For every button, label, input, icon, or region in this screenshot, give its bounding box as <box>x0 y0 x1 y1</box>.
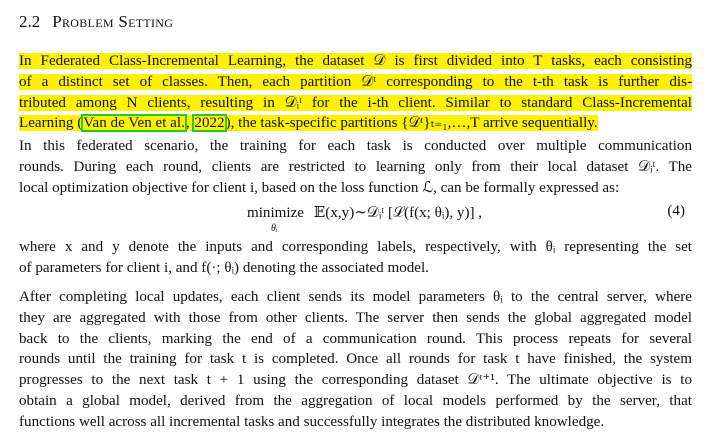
text-fragment: ), the task-specific partitions {𝒟ᵗ}ₜ₌₁,…,T arrive sequentially. <box>225 115 598 132</box>
paragraph-line: rounds. During each round, clients are restricted to learning only from their local dataset 𝒟ᵢᵗ. The <box>19 158 692 175</box>
paragraph-line: After completing local updates, each client sends its model parameters θᵢ to the central server, where <box>19 289 692 305</box>
citation-link-year[interactable]: 2022 <box>194 115 225 132</box>
paragraph-notation <box>19 237 692 279</box>
equation-operator: minimize <box>247 205 305 221</box>
highlight-span: In Federated Class-Incremental Learning, the dataset 𝒟 is first divided into T tasks, each consisting <box>19 53 692 69</box>
section-title: Problem Setting <box>52 12 174 31</box>
section-number: 2.2 <box>19 12 41 31</box>
highlight-span: tributed among N clients, resulting in 𝒟ᵢᵗ for the i-th client. Similar to standard Class-Incremental <box>19 94 692 111</box>
paragraph-line <box>19 93 692 114</box>
text-fragment: Learning ( <box>19 115 83 132</box>
paragraph-line: obtain a global model, derived from the aggregation of local models performed by the server, that <box>19 392 692 409</box>
highlight-span: of a distinct set of classes. Then, each partition 𝒟ᵗ corresponding to the t-th task is further dis- <box>19 73 692 90</box>
paragraph-line <box>19 51 692 72</box>
paragraph-line: rounds until the training for task t is completed. Once all rounds for task t have finished, the system <box>19 351 692 368</box>
equation-4 <box>19 199 692 235</box>
paragraph-line <box>19 113 692 134</box>
equation-expression: 𝔼(x,y)∼𝒟ᵢᵗ [ℒ(f(x; θᵢ), y)] , <box>313 205 483 221</box>
paragraph-line: local optimization objective for client i, based on the loss function ℒ, can be formally expressed as: <box>19 179 620 196</box>
paragraph-aggregation <box>19 287 692 433</box>
paragraph-line: of parameters for client i, and f(·; θᵢ) denoting the associated model. <box>19 259 429 276</box>
paragraph-federated-scenario <box>19 136 692 198</box>
equation-number: (4) <box>667 203 685 219</box>
equation-subscript: θᵢ <box>271 223 278 234</box>
paragraph-line: back to the clients, marking the end of a communication round. This process repeats for several <box>19 330 692 347</box>
equation-body <box>247 203 483 234</box>
paragraph-line <box>19 72 692 93</box>
paragraph-highlighted <box>19 51 692 134</box>
citation-link-author[interactable]: Van de Ven et al. <box>83 115 185 132</box>
paragraph-line: where x and y denote the inputs and corresponding labels, respectively, with θᵢ representing the set <box>19 239 692 255</box>
paragraph-line: functions well across all incremental tasks and successfully integrates the distributed knowledge. <box>19 413 605 430</box>
paragraph-line: progresses to the next task t + 1 using the corresponding dataset 𝒟ᵗ⁺¹. The ultimate objective is to <box>19 372 692 389</box>
section-heading <box>19 12 173 32</box>
paragraph-line: they are aggregated with those from other clients. The server then sends the global aggregated model <box>19 309 692 326</box>
highlight-span: Learning (Van de Ven et al., 2022), the task-specific partitions {𝒟ᵗ}ₜ₌₁,…,T arrive sequentially. <box>19 115 598 132</box>
paragraph-line: In this federated scenario, the training for each task is conducted over multiple communication <box>19 138 692 154</box>
